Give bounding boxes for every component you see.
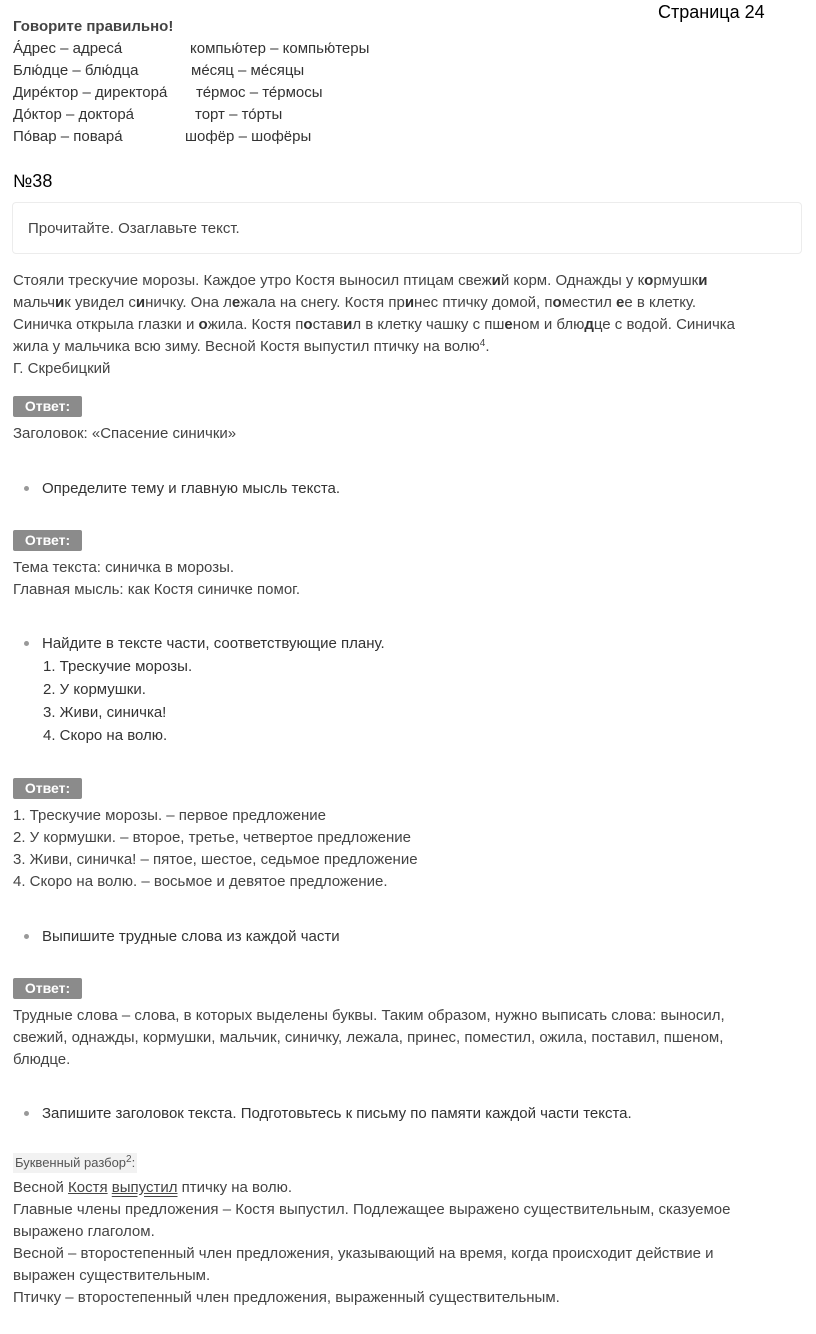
answer-badge: Ответ: xyxy=(13,978,82,999)
bullet-icon xyxy=(24,641,29,646)
plan-item: 4. Скоро на волю. xyxy=(43,727,168,744)
text-author: Г. Скребицкий xyxy=(13,360,111,377)
word-pair: торт – то́рты xyxy=(195,106,283,123)
text-line: Синичка открыла глазки и ожила. Костя поставил в клетку чашку с пшеном и блюдце с водой. Синичка xyxy=(13,316,736,333)
answer-badge: Ответ: xyxy=(13,396,82,417)
task-box xyxy=(12,202,802,254)
answer-badge: Ответ: xyxy=(13,778,82,799)
page-number: Страница 24 xyxy=(658,2,765,22)
task-text: Прочитайте. Озаглавьте текст. xyxy=(28,220,240,237)
word-pair: До́ктор – доктора́ xyxy=(13,106,135,123)
word-pair: Блю́дце – блю́дца xyxy=(13,62,139,79)
say-correctly-title: Говорите правильно! xyxy=(13,18,174,35)
answer-1: Заголовок: «Спасение синички» xyxy=(13,425,237,442)
say-correctly-block xyxy=(13,16,433,148)
text-line: мальчик увидел синичку. Она лежала на снегу. Костя принес птичку домой, поместил ее в клетку. xyxy=(13,294,697,311)
bullet-icon xyxy=(24,1111,29,1116)
answer-2: Тема текста: синичка в морозы. Главная мысль: как Костя синичке помог. xyxy=(13,559,300,598)
plan-item: 1. Трескучие морозы. xyxy=(43,658,193,675)
plan-item: 2. У кормушки. xyxy=(43,681,146,698)
word-pair: ме́сяц – ме́сяцы xyxy=(191,62,305,79)
word-pair: те́рмос – те́рмосы xyxy=(196,84,323,101)
bullet-icon xyxy=(24,486,29,491)
plan-item: 3. Живи, синичка! xyxy=(43,704,167,721)
reading-text xyxy=(13,270,803,380)
text-line: жила у мальчика всю зиму. Весной Костя выпустил птичку на волю$^4$. xyxy=(13,338,490,355)
exercise-number: №38 xyxy=(13,171,53,191)
subject-underlined: Костя xyxy=(68,1179,108,1196)
answer-4: Трудные слова – слова, в которых выделены буквы. Таким образом, нужно выписать слова: выносил, свежий, однажды, кормушки, мальчик, синичку, лежала, принес, поместил, ожила, поставил, пшеном, блюдце. xyxy=(13,1007,725,1068)
word-pair: А́дрес – адреса́ xyxy=(13,40,123,57)
word-pair: Дире́ктор – директора́ xyxy=(13,84,168,101)
answer-badge: Ответ: xyxy=(13,530,82,551)
word-pair: компью́тер – компью́теры xyxy=(190,40,370,57)
analysis-block: Весной Костя выпустил птичку на волю. Главные члены предложения – Костя выпустил. Подлежащее выражено существительным, сказуемое выражено глаголом. Весной – второстепенный член предложения, указывающий на время, когда происходит действие и выражен существительным. Птичку – второстепенный член предложения, выраженный существительным. xyxy=(13,1177,803,1309)
word-pair: По́вар – повара́ xyxy=(13,128,123,145)
predicate-underlined: выпустил xyxy=(111,1179,178,1196)
analysis-sentence: Весной Костя выпустил птичку на волю. xyxy=(13,1179,293,1196)
bullet-icon xyxy=(24,934,29,939)
word-pair: шофёр – шофёры xyxy=(185,128,312,145)
plan-list xyxy=(43,655,192,747)
analysis-label: Буквенный разбор$^2$: xyxy=(13,1153,137,1173)
answer-3: 1. Трескучие морозы. – первое предложение 2. У кормушки. – второе, третье, четвертое предложение 3. Живи, синичка! – пятое, шестое, седьмое предложение 4. Скоро на волю. – восьмое и девятое предложение. xyxy=(13,807,418,890)
text-line: Стояли трескучие морозы. Каждое утро Костя выносил птицам свежий корм. Однажды у кормушки xyxy=(13,272,708,289)
